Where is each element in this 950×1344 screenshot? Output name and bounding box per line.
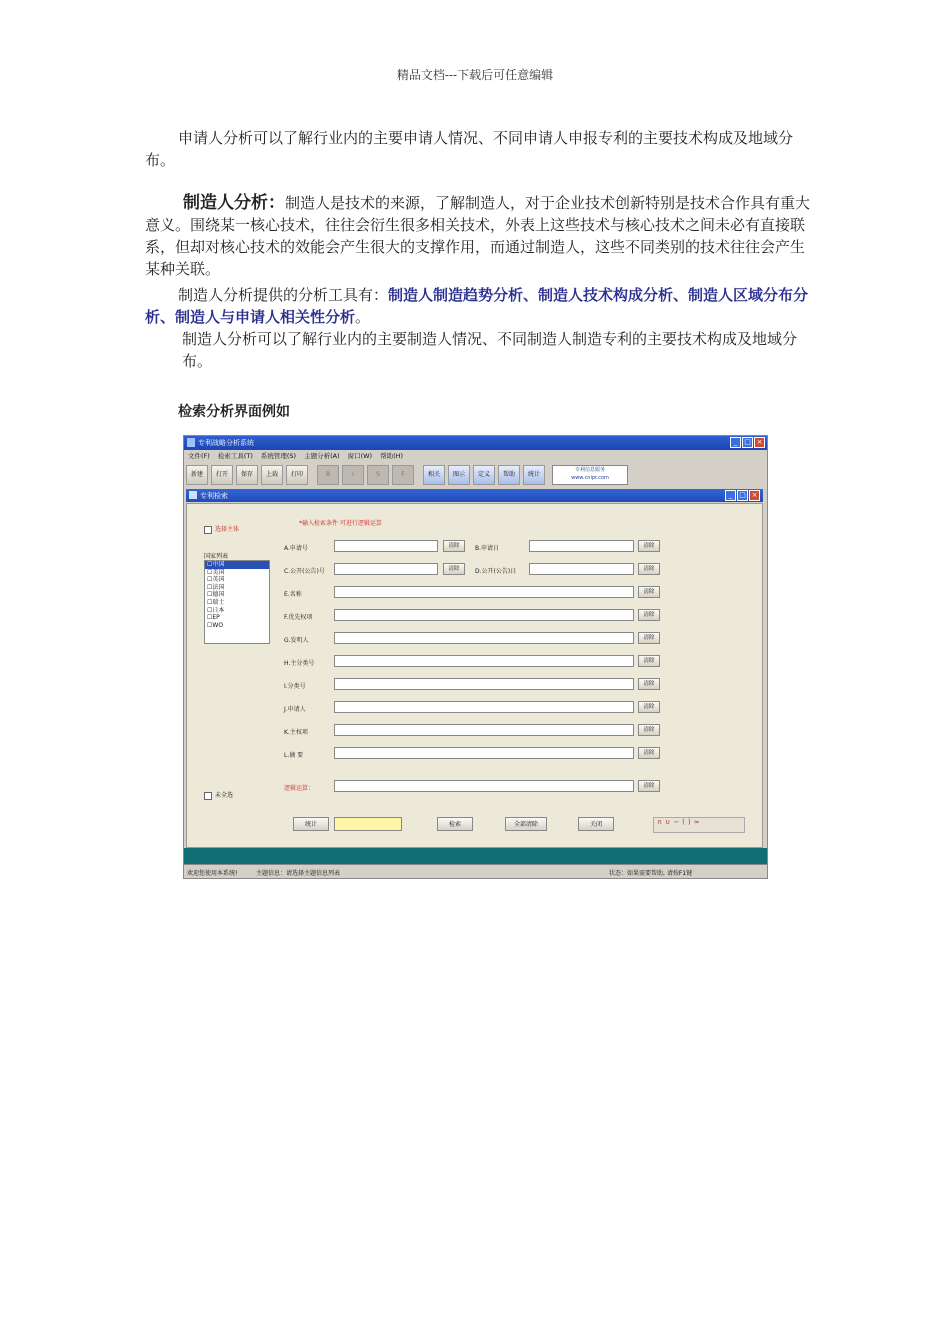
application-number-input[interactable]	[334, 540, 438, 552]
search-panel	[186, 503, 763, 848]
stats-button[interactable]: 统计	[293, 817, 329, 831]
app-title: 专利战略分析系统	[198, 439, 254, 447]
new-button[interactable]: 新建	[186, 465, 208, 485]
logic-operator-toolbar[interactable]	[653, 817, 745, 833]
label-priority: F.优先权项	[284, 614, 313, 621]
search-button[interactable]: 检索	[437, 817, 473, 831]
statusbar	[184, 864, 767, 878]
cnipr-logo	[552, 465, 628, 485]
page-header: 精品文档---下载后可任意编辑	[396, 68, 554, 82]
menu-help[interactable]: 帮助(H)	[380, 452, 404, 460]
menu-file[interactable]: 文件(F)	[188, 452, 210, 460]
country-list-header: 国家列表	[204, 553, 229, 560]
upload-button[interactable]: 上载	[261, 465, 283, 485]
publication-number-input[interactable]	[334, 563, 438, 575]
clear-button[interactable]: 清除	[638, 747, 660, 759]
app-titlebar	[184, 436, 767, 450]
country-item[interactable]: ☐日本	[207, 606, 225, 614]
restore-icon[interactable]: □	[737, 490, 748, 501]
clear-button[interactable]: 清除	[638, 563, 660, 575]
abstract-input[interactable]	[334, 747, 634, 759]
clear-all-button[interactable]: 全部清除	[505, 817, 547, 831]
close-icon[interactable]: ×	[754, 437, 765, 448]
open-button[interactable]: 打开	[211, 465, 233, 485]
status-state: 状态：如果需要帮助, 请按F1键	[609, 870, 693, 877]
logo-url: www.cnipr.com	[571, 475, 609, 481]
minimize-icon[interactable]: _	[730, 437, 741, 448]
inventor-analysis-text: 制造人是技术的来源，了解制造人，对于企业技术创新特别是技术合作具有重大意义。围绕某一核心技术，往往会衍生很多相关技术，外表上这些技术与核心技术之间未必有直接联系，但却对核心技术的效能会产生很大的支撑作用，而通过制造人，这些不同类别的技术往往会产生某种关联。	[145, 194, 811, 278]
bottom-strip	[184, 848, 767, 864]
tools-prefix: 制造人分析提供的分析工具有：	[178, 286, 389, 304]
menu-system[interactable]: 系统管理(S)	[260, 452, 297, 460]
country-list[interactable]	[204, 560, 270, 644]
related-button[interactable]: 相关	[423, 465, 445, 485]
close-icon[interactable]: ×	[749, 490, 760, 501]
chart-button[interactable]: 图示	[448, 465, 470, 485]
country-item[interactable]: ☐美国	[207, 568, 225, 576]
publication-date-input[interactable]	[529, 563, 634, 575]
clear-button[interactable]: 清除	[638, 655, 660, 667]
main-class-input[interactable]	[334, 655, 634, 667]
clear-button[interactable]: 清除	[443, 563, 465, 575]
paragraph-inventor-analysis	[145, 192, 810, 280]
label-abstract: L.摘 要	[284, 752, 304, 759]
country-item[interactable]: ☐瑞士	[207, 598, 225, 606]
paragraph-tools	[145, 284, 810, 328]
label-applicant: J.申请人	[284, 706, 306, 713]
clear-button[interactable]: 清除	[638, 586, 660, 598]
applicant-input[interactable]	[334, 701, 634, 713]
operator-icons: ∩∪∽()≈	[657, 818, 703, 826]
inventor-analysis-lead: 制造人分析：	[183, 193, 285, 213]
search-hint: *输入检索条件 可进行逻辑运算	[299, 520, 382, 527]
minimize-icon[interactable]: _	[725, 490, 736, 501]
search-window-icon	[189, 491, 197, 499]
label-publication-number: C.公开(公告)号	[284, 568, 325, 575]
clear-button[interactable]: 清除	[638, 724, 660, 736]
country-item[interactable]: ☐英国	[207, 576, 225, 584]
title-input[interactable]	[334, 586, 634, 598]
checkbox-icon	[204, 792, 212, 800]
logo-text: 专利信息服务	[574, 467, 605, 473]
label-main-class: H.主分类号	[284, 660, 315, 667]
tools-suffix: 。	[355, 308, 371, 326]
select-main-label: 选择主体	[215, 526, 240, 533]
close-button[interactable]: 关闭	[578, 817, 614, 831]
app-screenshot	[183, 435, 768, 879]
paragraph-inventor-summary: 制造人分析可以了解行业内的主要制造人情况、不同制造人制造专利的主要技术构成及地域分布。	[182, 330, 798, 370]
clear-button[interactable]: 清除	[638, 609, 660, 621]
bold-button[interactable]: B	[317, 465, 339, 485]
label-class: I.分类号	[284, 683, 306, 690]
checkbox-icon	[204, 526, 212, 534]
label-application-date: B.申请日	[475, 545, 500, 552]
search-window-controls	[725, 490, 760, 501]
clear-button[interactable]: 清除	[638, 701, 660, 713]
main-claim-input[interactable]	[334, 724, 634, 736]
country-item[interactable]: ☐法国	[207, 583, 225, 591]
country-item[interactable]: ☐中国	[205, 561, 269, 569]
clear-button[interactable]: 清除	[638, 540, 660, 552]
inventor-input[interactable]	[334, 632, 634, 644]
unselect-label: 未全选	[215, 792, 234, 799]
stats-result-field[interactable]	[334, 817, 402, 831]
class-input[interactable]	[334, 678, 634, 690]
label-logic: 逻辑运算：	[284, 785, 315, 792]
menu-topic-analysis[interactable]: 主题分析(A)	[304, 452, 340, 460]
clear-button[interactable]: 清除	[638, 678, 660, 690]
unselect-checkbox[interactable]	[204, 790, 233, 800]
maximize-icon[interactable]: □	[742, 437, 753, 448]
country-item[interactable]: ☐WO	[207, 621, 224, 629]
search-window-title: 专利检索	[200, 492, 228, 500]
app-icon	[187, 438, 195, 447]
status-topic: 主题信息：请选择主题信息列表	[256, 870, 341, 877]
clear-button[interactable]: 清除	[443, 540, 465, 552]
menubar	[184, 451, 767, 462]
menu-search-tools[interactable]: 检索工具(T)	[217, 452, 253, 460]
statistics-button[interactable]: 统计	[523, 465, 545, 485]
save-button[interactable]: 保存	[236, 465, 258, 485]
application-date-input[interactable]	[529, 540, 634, 552]
label-publication-date: D.公开(公告)日	[475, 568, 517, 575]
logic-input[interactable]	[334, 780, 634, 792]
clear-button[interactable]: 清除	[638, 632, 660, 644]
section-title: 检索分析界面例如	[178, 404, 290, 420]
strike-button[interactable]: S	[367, 465, 389, 485]
define-button[interactable]: 定义	[473, 465, 495, 485]
help-button[interactable]: 帮助	[498, 465, 520, 485]
country-item[interactable]: ☐德国	[207, 591, 225, 599]
format-button[interactable]: F	[392, 465, 414, 485]
menu-window[interactable]: 窗口(W)	[347, 452, 373, 460]
country-item[interactable]: ☐EP	[207, 614, 220, 622]
search-window-titlebar	[186, 489, 763, 502]
label-main-claim: K.主权项	[284, 729, 308, 736]
window-controls	[730, 437, 765, 448]
clear-button[interactable]: 清除	[638, 780, 660, 792]
tools-list: 制造人制造趋势分析、制造人技术构成分析、制造人区域分布分析、制造人与申请人相关性分析	[145, 286, 809, 326]
select-main-checkbox[interactable]	[204, 524, 239, 534]
status-welcome: 欢迎您使用本系统!	[187, 870, 238, 877]
print-button[interactable]: 打印	[286, 465, 308, 485]
italic-button[interactable]: I	[342, 465, 364, 485]
label-application-number: A.申请号	[284, 545, 308, 552]
label-title: E.名称	[284, 591, 302, 598]
paragraph-applicant-analysis: 申请人分析可以了解行业内的主要申请人情况、不同申请人申报专利的主要技术构成及地域分布。	[145, 129, 794, 169]
label-inventor: G.发明人	[284, 637, 309, 644]
toolbar	[186, 464, 628, 486]
priority-input[interactable]	[334, 609, 634, 621]
